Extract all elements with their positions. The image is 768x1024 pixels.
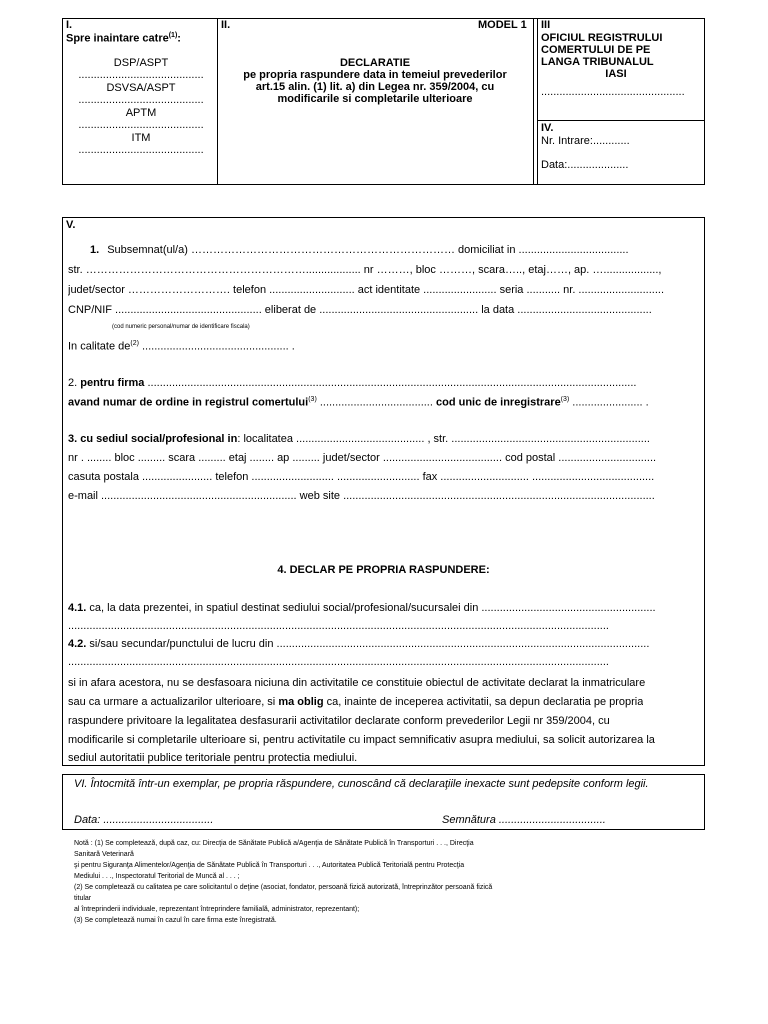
section-iii-number: III — [541, 19, 551, 31]
paragraph-line-4: modificarile si completarile ulterioare si, pentru activitatile cu impact semnificativ asupra mediului, sa solicit autorizarea la — [68, 734, 655, 746]
cui-dots: ....................... . — [569, 396, 649, 409]
cnp-line[interactable]: CNP/NIF ................................................ eliberat de .................................................... la data ............................................ — [68, 304, 652, 316]
data-field[interactable]: Data:.................... — [541, 159, 629, 171]
address-line[interactable]: nr . ........ bloc ......... scara ......... etaj ........ ap ......... judet/sector ....................................... cod postal ................................ — [68, 452, 657, 464]
subsemnat-text: Subsemnat(ul/a) ……………………………………………………………… domiciliat in .................................... — [107, 244, 629, 256]
calitate-dots: ................................................ . — [138, 340, 295, 353]
firma-line[interactable] — [68, 377, 636, 389]
note-line: (2) Se completează cu calitatea pe care solicitantul o deţine (asociat, fondator, persoană fizică autorizată, întreprinzător persoană fizică — [74, 884, 493, 891]
sediu-rest: : localitatea .......................................... , str. ................................................................. — [237, 433, 650, 445]
paragraph-line-2a: sau ca urmare a actualizarilor ulterioare, si — [68, 696, 279, 708]
sec1-dots-4: ......................................... — [78, 144, 204, 156]
firma-label: pentru firma — [80, 377, 145, 389]
sec1-dots-3: ......................................... — [78, 119, 204, 131]
cui-sup: (3) — [560, 396, 570, 403]
paragraph-line-2c: ca, inainte de inceperea activitatii, sa depun declaratia pe propria — [323, 696, 644, 708]
email-line[interactable]: e-mail ................................................................ web site ...................................................................................................... — [68, 490, 655, 502]
declar-title: 4. DECLAR PE PROPRIA RASPUNDERE: — [277, 564, 490, 576]
registru-line[interactable] — [68, 396, 649, 409]
ordine-label: avand numar de ordine in registrul comertului — [68, 396, 309, 409]
header-divider-3 — [537, 18, 538, 185]
paragraph-line-2 — [68, 696, 643, 708]
note-line: titular — [74, 895, 92, 902]
dots-line-1[interactable]: ................................................................................................................................................................................. — [68, 620, 609, 632]
item-4-1-text: ca, la data prezentei, in spatiul destinat sediului social/profesional/sucursalei din ......................................................... — [86, 602, 656, 614]
sec1-item-dsvsa: DSVSA/ASPT — [106, 82, 176, 94]
section-v-number: V. — [66, 219, 76, 231]
sec1-item-itm: ITM — [131, 132, 151, 144]
header-divider-4 — [537, 120, 705, 121]
item-4-2-number: 4.2. — [68, 638, 87, 650]
header-divider-2 — [533, 18, 534, 185]
cui-label: cod unic de inregistrare — [435, 396, 561, 409]
footnotes — [74, 838, 704, 926]
calitate-label: In calitate de — [68, 340, 131, 353]
ordine-sup: (3) — [308, 396, 317, 403]
item-4-2-text: si/sau secundar/punctului de lucru din .......................................................................................................................... — [86, 638, 650, 650]
ordine-dots: ..................................... — [316, 396, 436, 409]
nr-intrare-field[interactable]: Nr. Intrare:............ — [541, 135, 630, 147]
header-divider-1 — [217, 18, 218, 185]
section-iv-number: IV. — [541, 122, 554, 134]
note-line: (3) Se completează numai în cazul în care firma este înregistrată. — [74, 917, 277, 924]
section-iii-line-1: OFICIUL REGISTRULUI — [541, 32, 663, 44]
sec1-dots-1: ......................................... — [78, 69, 204, 81]
signature-date-field[interactable]: Data: .................................... — [74, 814, 214, 826]
section-i-title-text: Spre inaintare catre — [66, 32, 169, 45]
model-label: MODEL 1 — [478, 19, 527, 31]
section-ii-number: II. — [221, 19, 231, 31]
section-iii-city: IASI — [605, 68, 627, 80]
signature-field[interactable]: Semnătura ................................... — [442, 814, 606, 826]
paragraph-line-1: si in afara acestora, nu se desfasoara niciuna din activitatile ce constituie obiectul de activitate declarat la inmatriculare — [68, 677, 646, 689]
dots-line-2[interactable]: ................................................................................................................................................................................. — [68, 656, 609, 668]
judet-line[interactable]: judet/sector ………………………. telefon ............................ act identitate ........................ seria ........... nr. ............................ — [68, 284, 665, 296]
sec1-item-dsp: DSP/ASPT — [113, 57, 169, 69]
sec1-item-aptm: APTM — [125, 107, 157, 119]
section-iii-dots: ............................................... — [541, 86, 685, 98]
item-4-2-line[interactable] — [68, 638, 649, 650]
cnp-note: (cod numeric personal/numar de identificare fiscala) — [112, 324, 250, 330]
paragraph-line-5: sediul autoritatii publice teritoriale pentru protectia mediului. — [68, 752, 358, 764]
firma-dots: ................................................................................................................................................................ — [144, 377, 637, 389]
item-4-1-line[interactable] — [68, 602, 656, 614]
sediu-line[interactable] — [68, 433, 650, 445]
declaration-line-3: modificarile si completarile ulterioare — [277, 93, 473, 105]
note-line: şi pentru Siguranţa Alimentelor/Agenţia de Sănătate Publică în Transporturi . . ., Autoritatea Publică Teritorială pentru Protecţia — [74, 862, 465, 869]
note-line: al întreprinderii individuale, reprezentant întreprindere familială, administrator, reprezentant); — [74, 906, 360, 913]
note-line: Mediului . . ., Inspectoratul Teritorial de Muncă al . . . ; — [74, 873, 240, 880]
sec1-dots-2: ......................................... — [78, 94, 204, 106]
paragraph-line-3: raspundere privitoare la legalitatea desfasurarii activitatilor declarate conform prevederilor Legii nr 359/2004, cu — [68, 715, 610, 727]
section-i-title-colon: : — [177, 32, 181, 45]
section-i-number: I. — [66, 19, 73, 31]
street-line[interactable]: str. …………………………………………………….................. nr ………, bloc ………, scara….., etaj……, ap. ….................., — [68, 264, 662, 276]
section-iii-line-2: COMERTULUI DE PE — [541, 44, 651, 56]
section-vi-text: VI. Întocmită într-un exemplar, pe propria răspundere, cunoscând că declaraţiile inexacte sunt pedepsite conform legii. — [74, 778, 649, 790]
section-i-title — [66, 32, 181, 45]
firma-number: 2. — [68, 377, 78, 389]
declaration-line-1: pe propria raspundere data in temeiul prevederilor — [243, 69, 507, 81]
item-1-number: 1. — [90, 244, 100, 256]
sediu-label: 3. cu sediul social/profesional in — [68, 433, 238, 445]
calitate-sup: (2) — [130, 340, 139, 347]
paragraph-line-2b: ma oblig — [278, 696, 324, 708]
calitate-line[interactable] — [68, 340, 295, 353]
casuta-line[interactable]: casuta postala ....................... telefon ........................... ........................... fax ............................. ........................................ — [68, 471, 655, 483]
declaration-line-2: art.15 alin. (1) lit. a) din Legea nr. 359/2004, cu — [255, 81, 495, 93]
section-iii-line-3: LANGA TRIBUNALUL — [541, 56, 654, 68]
subsemnat-line[interactable] — [68, 244, 629, 256]
section-i-title-sup: (1) — [168, 32, 178, 39]
item-4-1-number: 4.1. — [68, 602, 87, 614]
note-line: Notă : (1) Se completează, după caz, cu: Direcţia de Sănătate Publică a/Agenţia de Sănătate Publică în Transporturi . . ., Direcţia — [74, 840, 474, 847]
declaration-title: DECLARATIE — [339, 57, 411, 69]
note-line: Sanitară Veterinară — [74, 851, 134, 858]
